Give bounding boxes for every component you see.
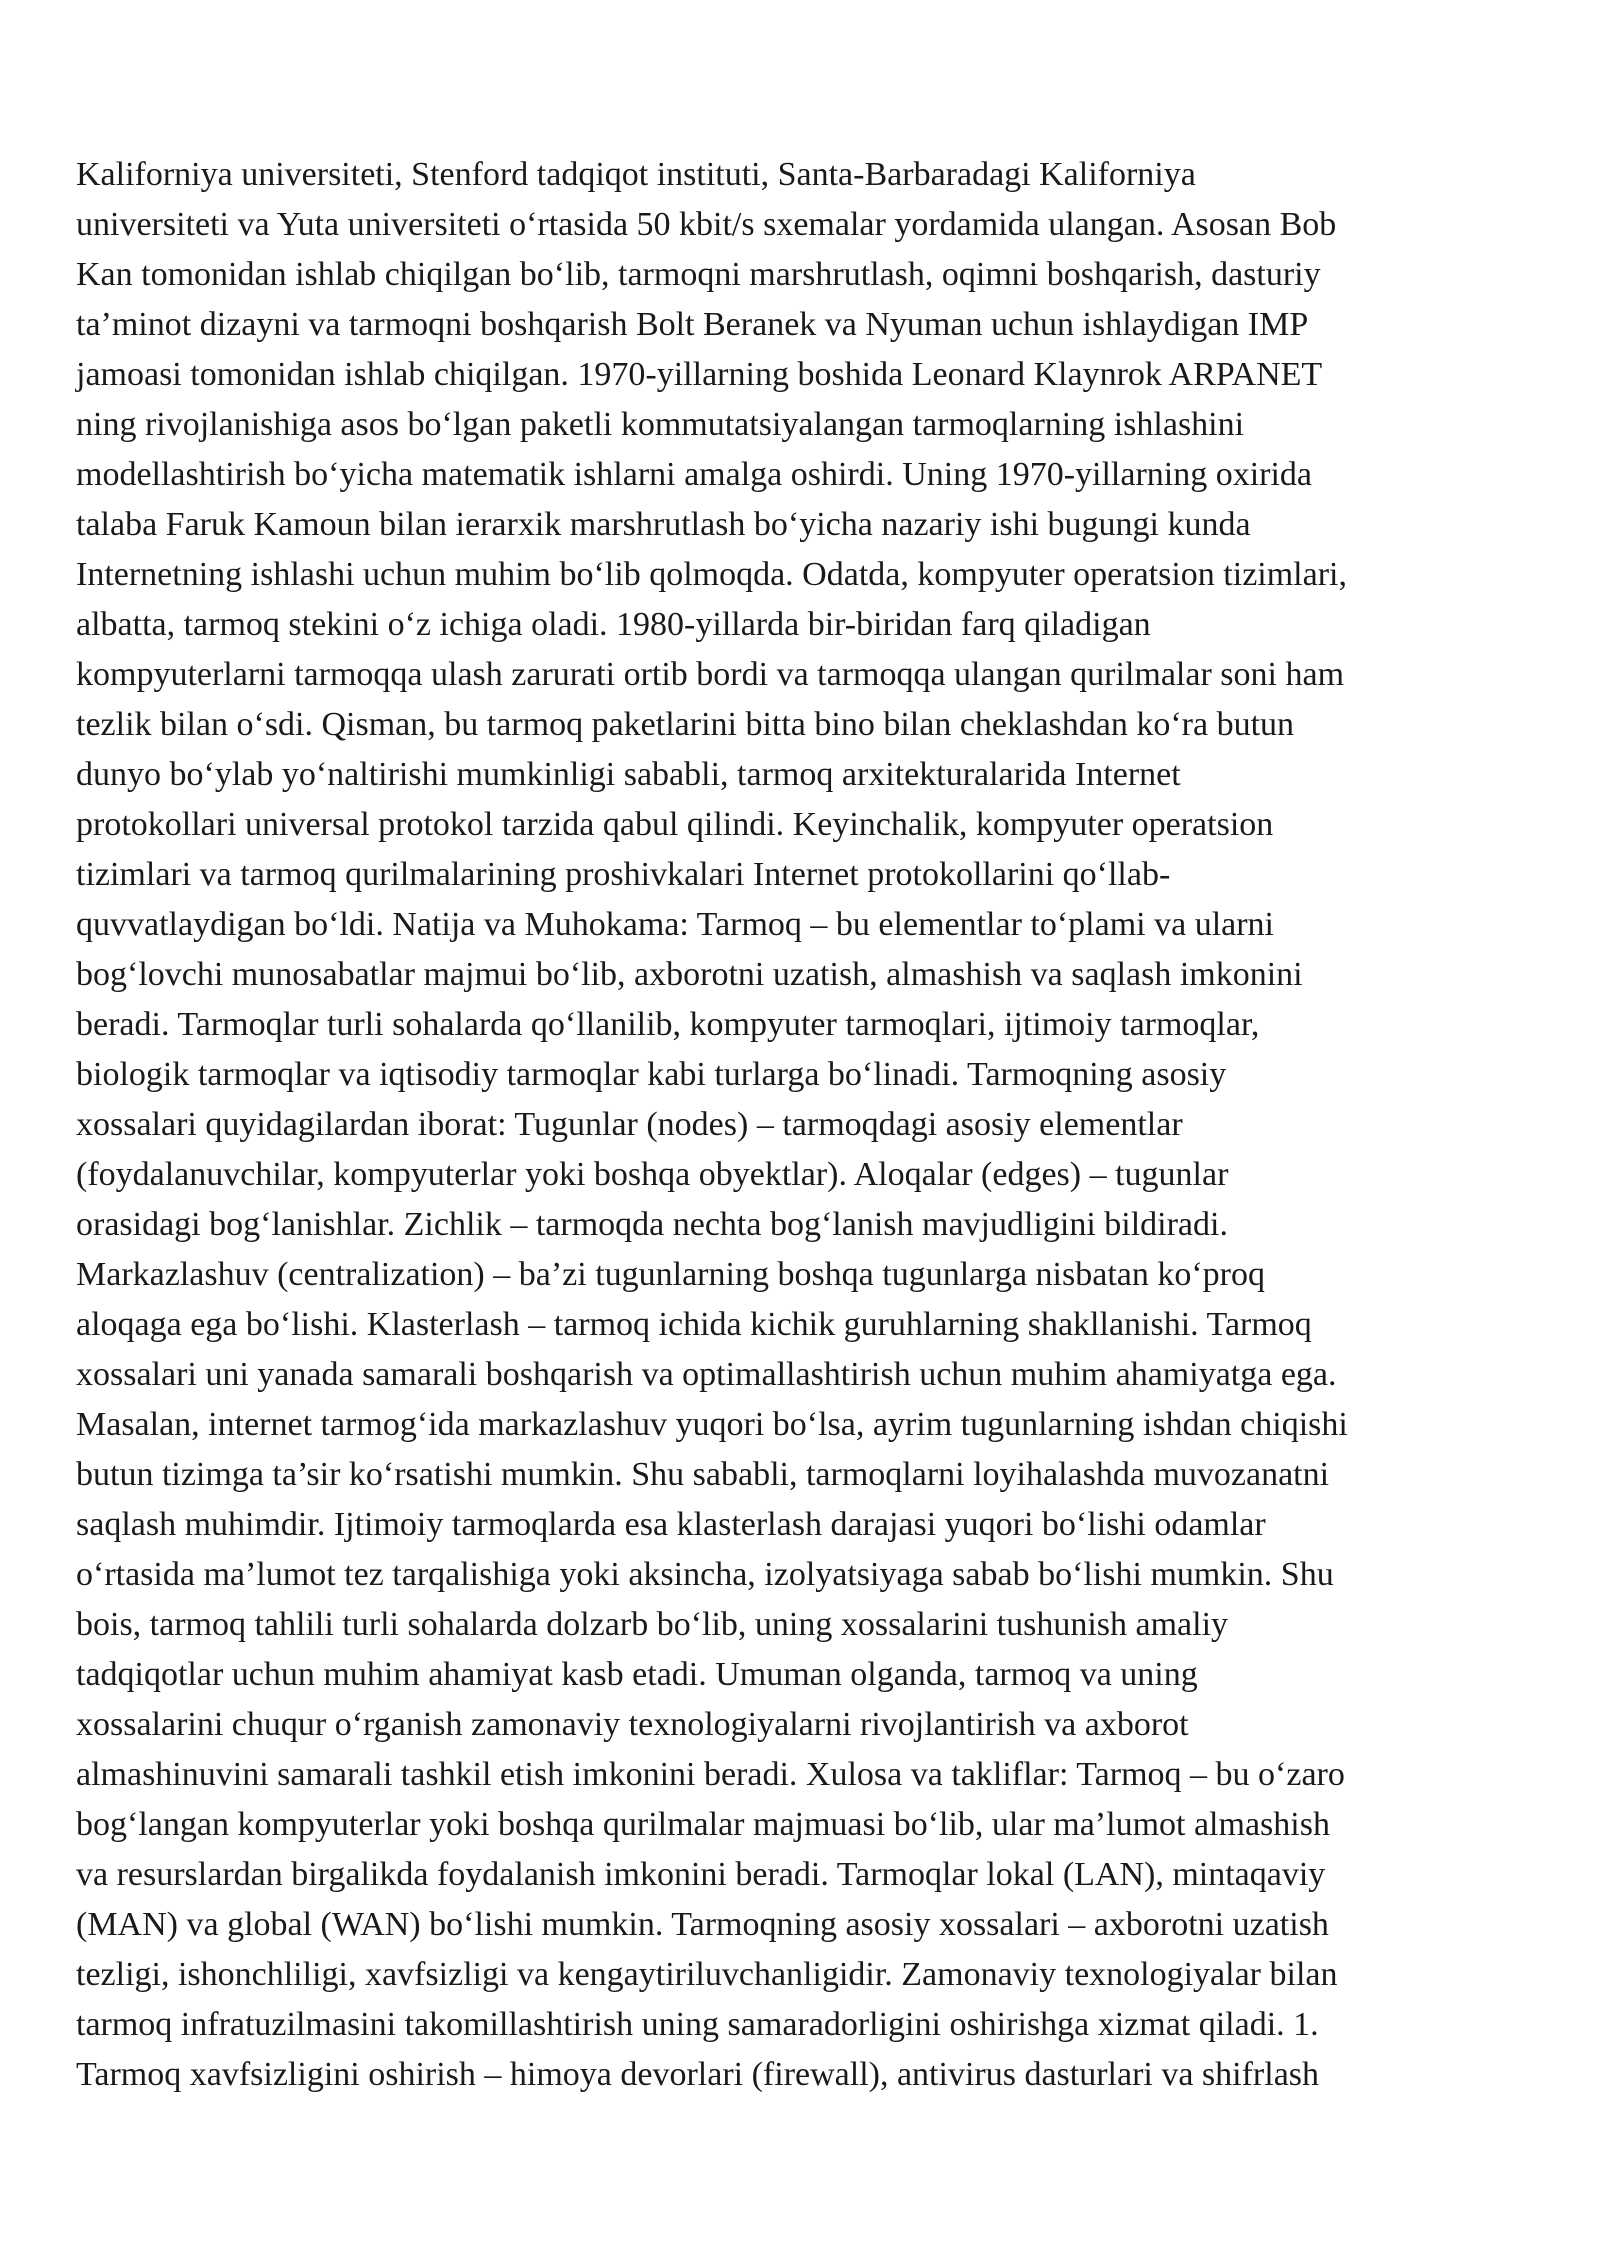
text-line: protokollari universal protokol tarzida qabul qilindi. Keyinchalik, kompyuter operatsion bbox=[76, 806, 1274, 843]
text-line: o‘rtasida ma’lumot tez tarqalishiga yoki aksincha, izolyatsiyaga sabab bo‘lishi mumkin. Shu bbox=[76, 1556, 1334, 1593]
text-line: bois, tarmoq tahlili turli sohalarda dolzarb bo‘lib, uning xossalarini tushunish amaliy bbox=[76, 1606, 1229, 1643]
text-line: bog‘lovchi munosabatlar majmui bo‘lib, axborotni uzatish, almashish va saqlash imkonini bbox=[76, 956, 1303, 993]
text-line: universiteti va Yuta universiteti o‘rtasida 50 kbit/s sxemalar yordamida ulangan. Asosan Bob bbox=[76, 206, 1337, 243]
text-line: xossalari quyidagilardan iborat: Tugunlar (nodes) – tarmoqdagi asosiy elementlar bbox=[76, 1106, 1183, 1143]
text-line: tadqiqotlar uchun muhim ahamiyat kasb etadi. Umuman olganda, tarmoq va uning bbox=[76, 1656, 1198, 1693]
text-line: jamoasi tomonidan ishlab chiqilgan. 1970-yillarning boshida Leonard Klaynrok ARPANET bbox=[76, 356, 1323, 393]
text-line: aloqaga ega bo‘lishi. Klasterlash – tarmoq ichida kichik guruhlarning shakllanishi. Tarmoq bbox=[76, 1306, 1312, 1343]
text-line: beradi. Tarmoqlar turli sohalarda qo‘llanilib, kompyuter tarmoqlari, ijtimoiy tarmoqlar, bbox=[76, 1006, 1260, 1043]
text-line: biologik tarmoqlar va iqtisodiy tarmoqlar kabi turlarga bo‘linadi. Tarmoqning asosiy bbox=[76, 1056, 1227, 1093]
text-line: Kaliforniya universiteti, Stenford tadqiqot instituti, Santa-Barbaradagi Kaliforniya bbox=[76, 156, 1196, 193]
text-line: ta’minot dizayni va tarmoqni boshqarish Bolt Beranek va Nyuman uchun ishlaydigan IMP bbox=[76, 306, 1309, 343]
text-line: bog‘langan kompyuterlar yoki boshqa qurilmalar majmuasi bo‘lib, ular ma’lumot almashish bbox=[76, 1806, 1330, 1843]
text-line: Markazlashuv (centralization) – ba’zi tugunlarning boshqa tugunlarga nisbatan ko‘proq bbox=[76, 1256, 1266, 1293]
text-line: tezlik bilan o‘sdi. Qisman, bu tarmoq paketlarini bitta bino bilan cheklashdan ko‘ra butun bbox=[76, 706, 1295, 743]
text-line: quvvatlaydigan bo‘ldi. Natija va Muhokama: Tarmoq – bu elementlar to‘plami va ularni bbox=[76, 906, 1275, 943]
text-line: Masalan, internet tarmog‘ida markazlashuv yuqori bo‘lsa, ayrim tugunlarning ishdan chiqishi bbox=[76, 1406, 1348, 1443]
text-line: tezligi, ishonchliligi, xavfsizligi va kengaytiriluvchanligidir. Zamonaviy texnologiyalar bilan bbox=[76, 1956, 1338, 1993]
text-line: orasidagi bog‘lanishlar. Zichlik – tarmoqda nechta bog‘lanish mavjudligini bildiradi. bbox=[76, 1206, 1228, 1243]
text-line: almashinuvini samarali tashkil etish imkonini beradi. Xulosa va takliflar: Tarmoq – bu o‘zaro bbox=[76, 1756, 1345, 1793]
text-line: kompyuterlarni tarmoqqa ulash zarurati ortib bordi va tarmoqqa ulangan qurilmalar soni ham bbox=[76, 656, 1345, 693]
text-line: tizimlari va tarmoq qurilmalarining proshivkalari Internet protokollarini qo‘llab- bbox=[76, 856, 1171, 893]
text-line: butun tizimga ta’sir ko‘rsatishi mumkin. Shu sababli, tarmoqlarni loyihalashda muvozanatni bbox=[76, 1456, 1330, 1493]
text-line: modellashtirish bo‘yicha matematik ishlarni amalga oshirdi. Uning 1970-yillarning oxirida bbox=[76, 456, 1313, 493]
text-line: Internetning ishlashi uchun muhim bo‘lib qolmoqda. Odatda, kompyuter operatsion tizimlari, bbox=[76, 556, 1347, 593]
body-paragraph bbox=[76, 150, 1536, 2100]
text-line: (foydalanuvchilar, kompyuterlar yoki boshqa obyektlar). Aloqalar (edges) – tugunlar bbox=[76, 1156, 1229, 1193]
text-line: Tarmoq xavfsizligini oshirish – himoya devorlari (firewall), antivirus dasturlari va shifrlash bbox=[76, 2056, 1320, 2093]
text-line: tarmoq infratuzilmasini takomillashtirish uning samaradorligini oshirishga xizmat qiladi. 1. bbox=[76, 2006, 1319, 2043]
text-line: albatta, tarmoq stekini o‘z ichiga oladi. 1980-yillarda bir-biridan farq qiladigan bbox=[76, 606, 1151, 643]
text-line: Kan tomonidan ishlab chiqilgan bo‘lib, tarmoqni marshrutlash, oqimni boshqarish, dasturiy bbox=[76, 256, 1321, 293]
text-line: ning rivojlanishiga asos bo‘lgan paketli kommutatsiyalangan tarmoqlarning ishlashini bbox=[76, 406, 1245, 443]
text-line: saqlash muhimdir. Ijtimoiy tarmoqlarda esa klasterlash darajasi yuqori bo‘lishi odamlar bbox=[76, 1506, 1266, 1543]
text-line: dunyo bo‘ylab yo‘naltirishi mumkinligi sababli, tarmoq arxitekturalarida Internet bbox=[76, 756, 1181, 793]
text-line: va resurslardan birgalikda foydalanish imkonini beradi. Tarmoqlar lokal (LAN), mintaqaviy bbox=[76, 1856, 1326, 1893]
text-line: xossalari uni yanada samarali boshqarish va optimallashtirish uchun muhim ahamiyatga ega. bbox=[76, 1356, 1337, 1393]
text-line: (MAN) va global (WAN) bo‘lishi mumkin. Tarmoqning asosiy xossalari – axborotni uzatish bbox=[76, 1906, 1329, 1943]
text-line: xossalarini chuqur o‘rganish zamonaviy texnologiyalarni rivojlantirish va axborot bbox=[76, 1706, 1189, 1743]
text-line: talaba Faruk Kamoun bilan ierarxik marshrutlash bo‘yicha nazariy ishi bugungi kunda bbox=[76, 506, 1251, 543]
